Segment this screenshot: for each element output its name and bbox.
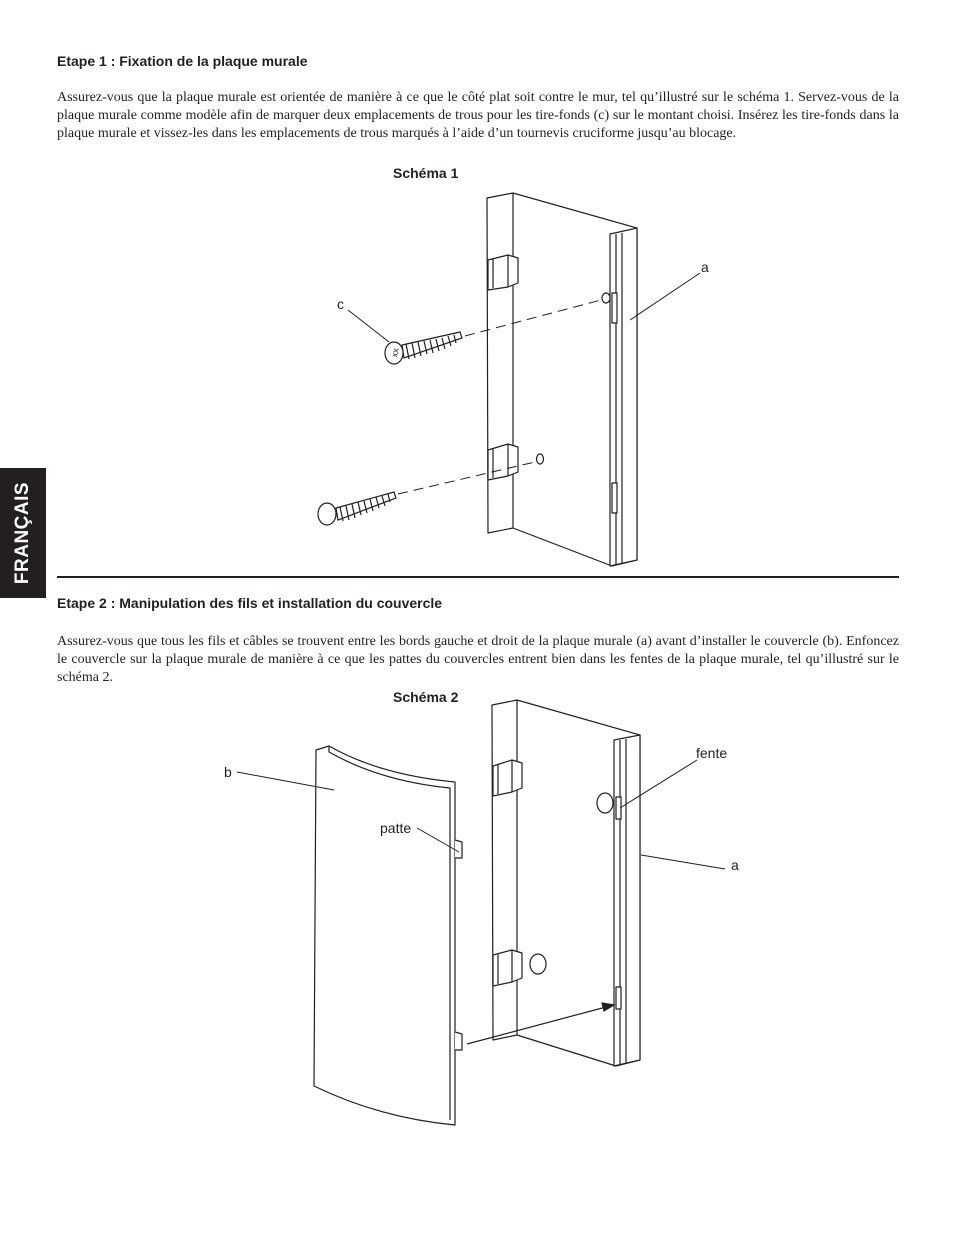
step1-heading: Etape 1 : Fixation de la plaque murale	[57, 53, 308, 69]
language-tab-label: FRANÇAIS	[12, 481, 33, 585]
figure2-label-patte: patte	[380, 820, 412, 836]
figure2-label-b: b	[224, 764, 232, 780]
figure1-label-a: a	[701, 259, 709, 275]
figure2-label-a: a	[731, 857, 739, 873]
svg-text:xx: xx	[389, 347, 401, 358]
figure2-label-fente: fente	[696, 745, 728, 761]
figure1-label-c: c	[337, 296, 344, 312]
figure2-title: Schéma 2	[393, 689, 459, 705]
step2-paragraph: Assurez-vous que tous les fils et câbles se trouvent entre les bords gauche et droit de la plaque murale (a) avant d’installer le couvercle (b). Enfoncez le couvercle sur la plaque murale de manière à ce que les pattes du couvercles entrent bien dans les fentes de la plaque murale, tel qu’illustré sur le schéma 2.	[57, 634, 899, 685]
step1-paragraph: Assurez-vous que la plaque murale est orientée de manière à ce que le côté plat soit contre le mur, tel qu’illustré sur le schéma 1. Servez-vous de la plaque murale comme modèle afin de marquer deux emplacements de trous pour les tire-fonds (c) sur le montant choisi. Insérez les tire-fonds dans la plaque murale et vissez-les dans les emplacements de trous marqués à l’aide d’un tournevis cruciforme jusqu’au blocage.	[57, 90, 899, 141]
figure1-title: Schéma 1	[393, 165, 459, 181]
step2-heading: Etape 2 : Manipulation des fils et installation du couvercle	[57, 595, 443, 611]
